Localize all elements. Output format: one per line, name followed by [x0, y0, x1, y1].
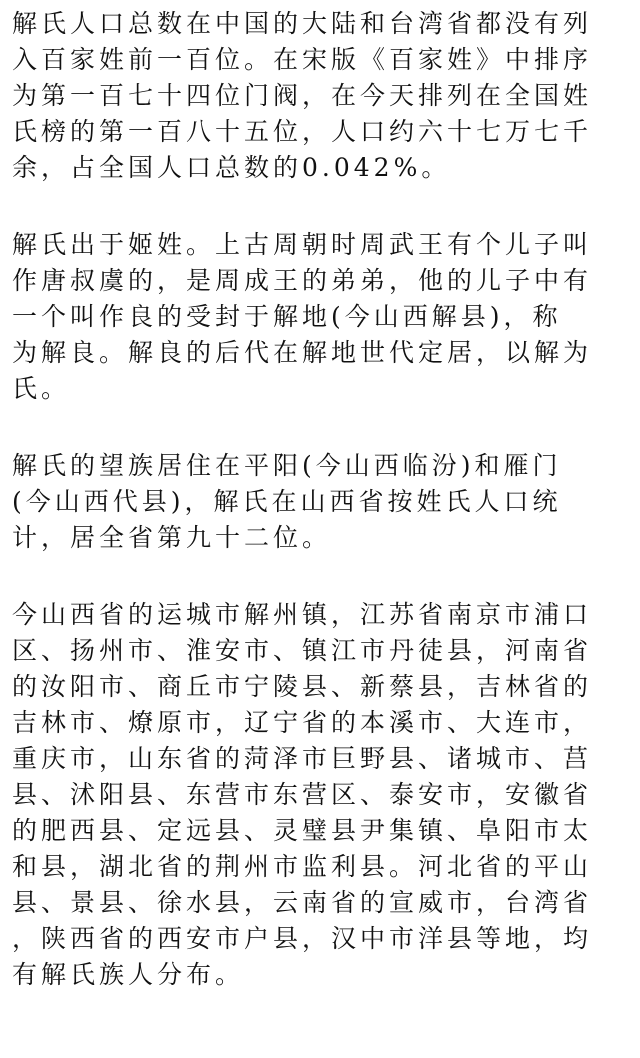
text-line: (今山西代县)，解氏在山西省按姓氏人口统 [12, 487, 562, 516]
text-line: 余，占全国人口总数的0.042%。 [12, 153, 451, 182]
text-line: 计，居全省第九十二位。 [12, 523, 332, 552]
text-line: 入百家姓前一百位。在宋版《百家姓》中排序 [12, 45, 593, 74]
text-line: 县、景县、徐水县，云南省的宣威市，台湾省 [12, 888, 593, 917]
text-line: 的汝阳市、商丘市宁陵县、新蔡县，吉林省的 [12, 672, 593, 701]
text-line: 有解氏族人分布。 [12, 960, 245, 989]
text-line: 县、沭阳县、东营市东营区、泰安市，安徽省 [12, 780, 593, 809]
text-line: 作唐叔虞的，是周成王的弟弟，他的儿子中有 [12, 266, 593, 295]
text-line: 吉林市、燎原市，辽宁省的本溪市、大连市， [12, 708, 593, 737]
text-line: 今山西省的运城市解州镇，江苏省南京市浦口 [12, 600, 593, 629]
text-line: 解氏出于姬姓。上古周朝时周武王有个儿子叫 [12, 230, 593, 259]
text-line: 为第一百七十四位门阀，在今天排列在全国姓 [12, 81, 593, 110]
text-line: 区、扬州市、淮安市、镇江市丹徒县，河南省 [12, 636, 593, 665]
text-line: 的肥西县、定远县、灵璧县尹集镇、阜阳市太 [12, 816, 593, 845]
paragraph-distribution [12, 597, 634, 993]
paragraph-gap [12, 186, 634, 227]
text-line: 解氏人口总数在中国的大陆和台湾省都没有列 [12, 9, 593, 38]
text-line: 一个叫作良的受封于解地(今山西解县)，称 [12, 302, 562, 331]
text-line: 解氏的望族居住在平阳(今山西临汾)和雁门 [12, 451, 562, 480]
text-line: 重庆市，山东省的菏泽市巨野县、诸城市、莒 [12, 744, 593, 773]
text-line: 氏。 [12, 374, 71, 403]
text-line: 氏榜的第一百八十五位，人口约六十七万七千 [12, 117, 593, 146]
paragraph-clan-seat [12, 448, 634, 556]
text-line: 和县，湖北省的荆州市监利县。河北省的平山 [12, 852, 593, 881]
paragraph-gap [12, 407, 634, 448]
text-line: 为解良。解良的后代在解地世代定居，以解为 [12, 338, 593, 367]
text-line: ，陕西省的西安市户县，汉中市洋县等地，均 [12, 924, 593, 953]
paragraph-origin [12, 227, 634, 407]
paragraph-gap [12, 556, 634, 597]
paragraph-population [12, 6, 634, 186]
